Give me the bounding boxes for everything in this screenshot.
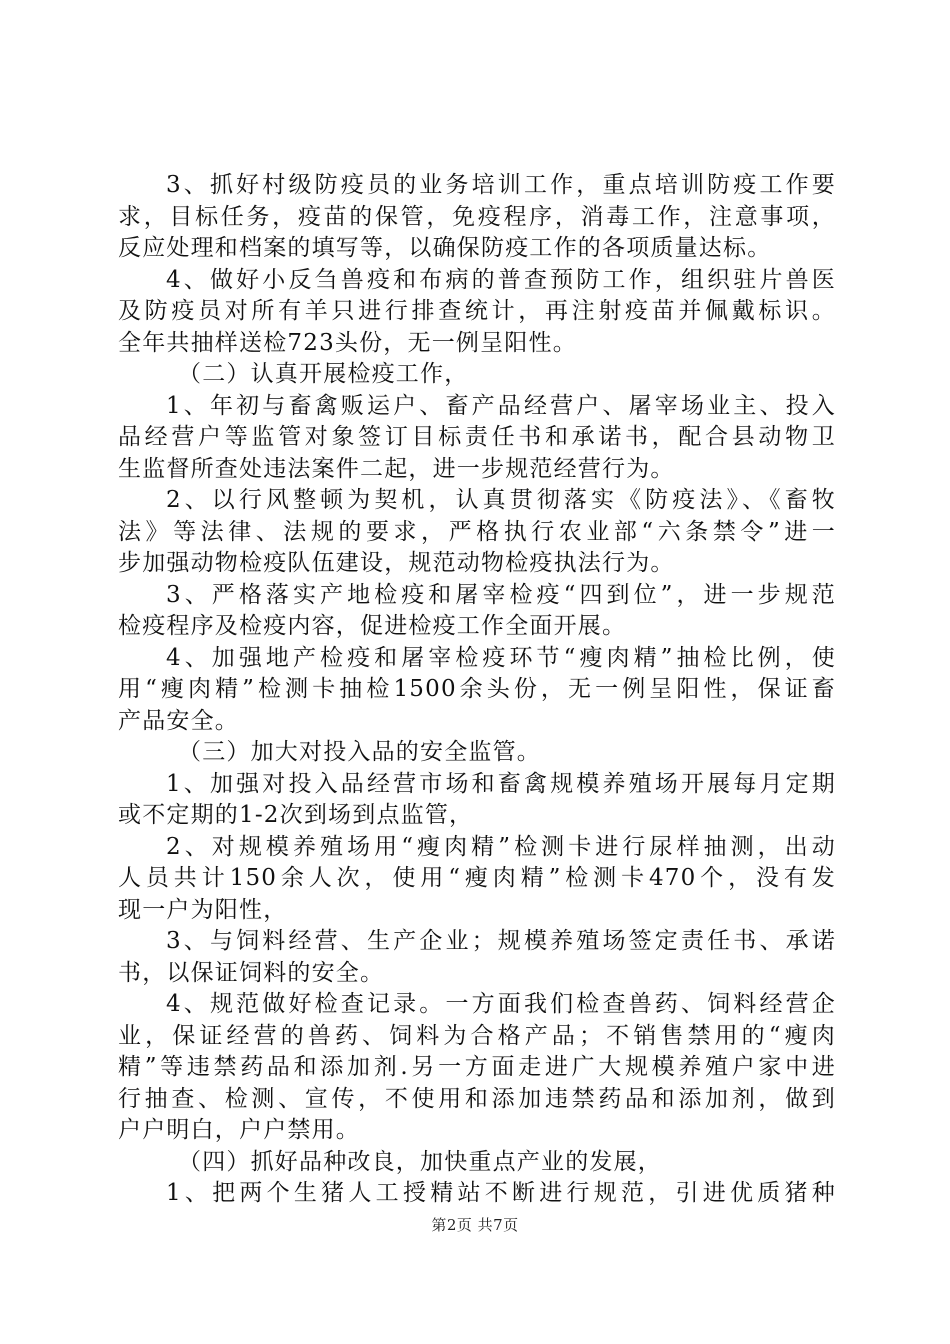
text-line: 4、做好小反刍兽疫和布病的普查预防工作，组织驻片兽医 [166,266,836,293]
page-footer: 第2页 共7页 [431,1216,519,1234]
text-line: 业，保证经营的兽药、饲料为合格产品；不销售禁用的“瘦肉 [118,1022,836,1049]
text-line: 生监督所查处违法案件二起，进一步规范经营行为。 [118,455,675,482]
text-line: 用“瘦肉精”检测卡抽检1500余头份，无一例呈阳性，保证畜 [118,676,836,702]
text-line: 2、以行风整顿为契机，认真贯彻落实《防疫法》、《畜牧 [166,487,836,513]
text-line: 求，目标任务，疫苗的保管，免疫程序，消毒工作，注意事项， [118,203,836,230]
text-line: 法》等法律、法规的要求，严格执行农业部“六条禁令”进一 [118,518,836,545]
text-line: （四）抓好品种改良，加快重点产业的发展， [178,1148,662,1175]
text-line: 及防疫员对所有羊只进行排查统计，再注射疫苗并佩戴标识。 [118,298,836,324]
text-line: 4、规范做好检查记录。一方面我们检查兽药、饲料经营企 [166,991,836,1017]
document-body [118,170,836,1210]
text-line: 精”等违禁药品和添加剂.另一方面走进广大规模养殖户家中进 [118,1054,836,1080]
text-line: 步加强动物检疫队伍建设，规范动物检疫执法行为。 [118,550,675,576]
text-line: 1、年初与畜禽贩运户、畜产品经营户、屠宰场业主、投入 [166,392,836,419]
text-line: 户户明白，户户禁用。 [118,1117,360,1143]
text-line: 书，以保证饲料的安全。 [118,959,385,986]
text-line: 反应处理和档案的填写等，以确保防疫工作的各项质量达标。 [118,235,772,261]
text-line: 或不定期的1-2次到场到点监管， [118,802,474,828]
text-line: 产品安全。 [118,707,239,734]
text-line: 现一户为阳性， [118,896,288,923]
text-line: 人员共计150余人次，使用“瘦肉精”检测卡470个，没有发 [118,865,836,891]
text-line: 3、与饲料经营、生产企业；规模养殖场签定责任书、承诺 [166,928,836,954]
text-line: 3、严格落实产地检疫和屠宰检疫“四到位”，进一步规范 [166,581,836,608]
text-line: 检疫程序及检疫内容，促进检疫工作全面开展。 [118,613,627,639]
text-line: 2、对规模养殖场用“瘦肉精”检测卡进行尿样抽测，出动 [166,833,836,860]
text-line: 全年共抽样送检723头份，无一例呈阳性。 [118,329,577,356]
text-line: 3、抓好村级防疫员的业务培训工作，重点培训防疫工作要 [166,172,836,198]
text-line: 1、加强对投入品经营市场和畜禽规模养殖场开展每月定期 [166,770,836,797]
text-line: 4、加强地产检疫和屠宰检疫环节“瘦肉精”抽检比例，使 [166,644,836,671]
text-line: （三）加大对投入品的安全监管。 [178,739,541,765]
text-line: 品经营户等监管对象签订目标责任书和承诺书，配合县动物卫 [118,424,836,450]
text-line: 行抽查、检测、宣传，不使用和添加违禁药品和添加剂，做到 [118,1085,836,1112]
text-line: （二）认真开展检疫工作， [178,361,469,387]
text-line: 1、把两个生猪人工授精站不断进行规范，引进优质猪种 [166,1180,836,1206]
